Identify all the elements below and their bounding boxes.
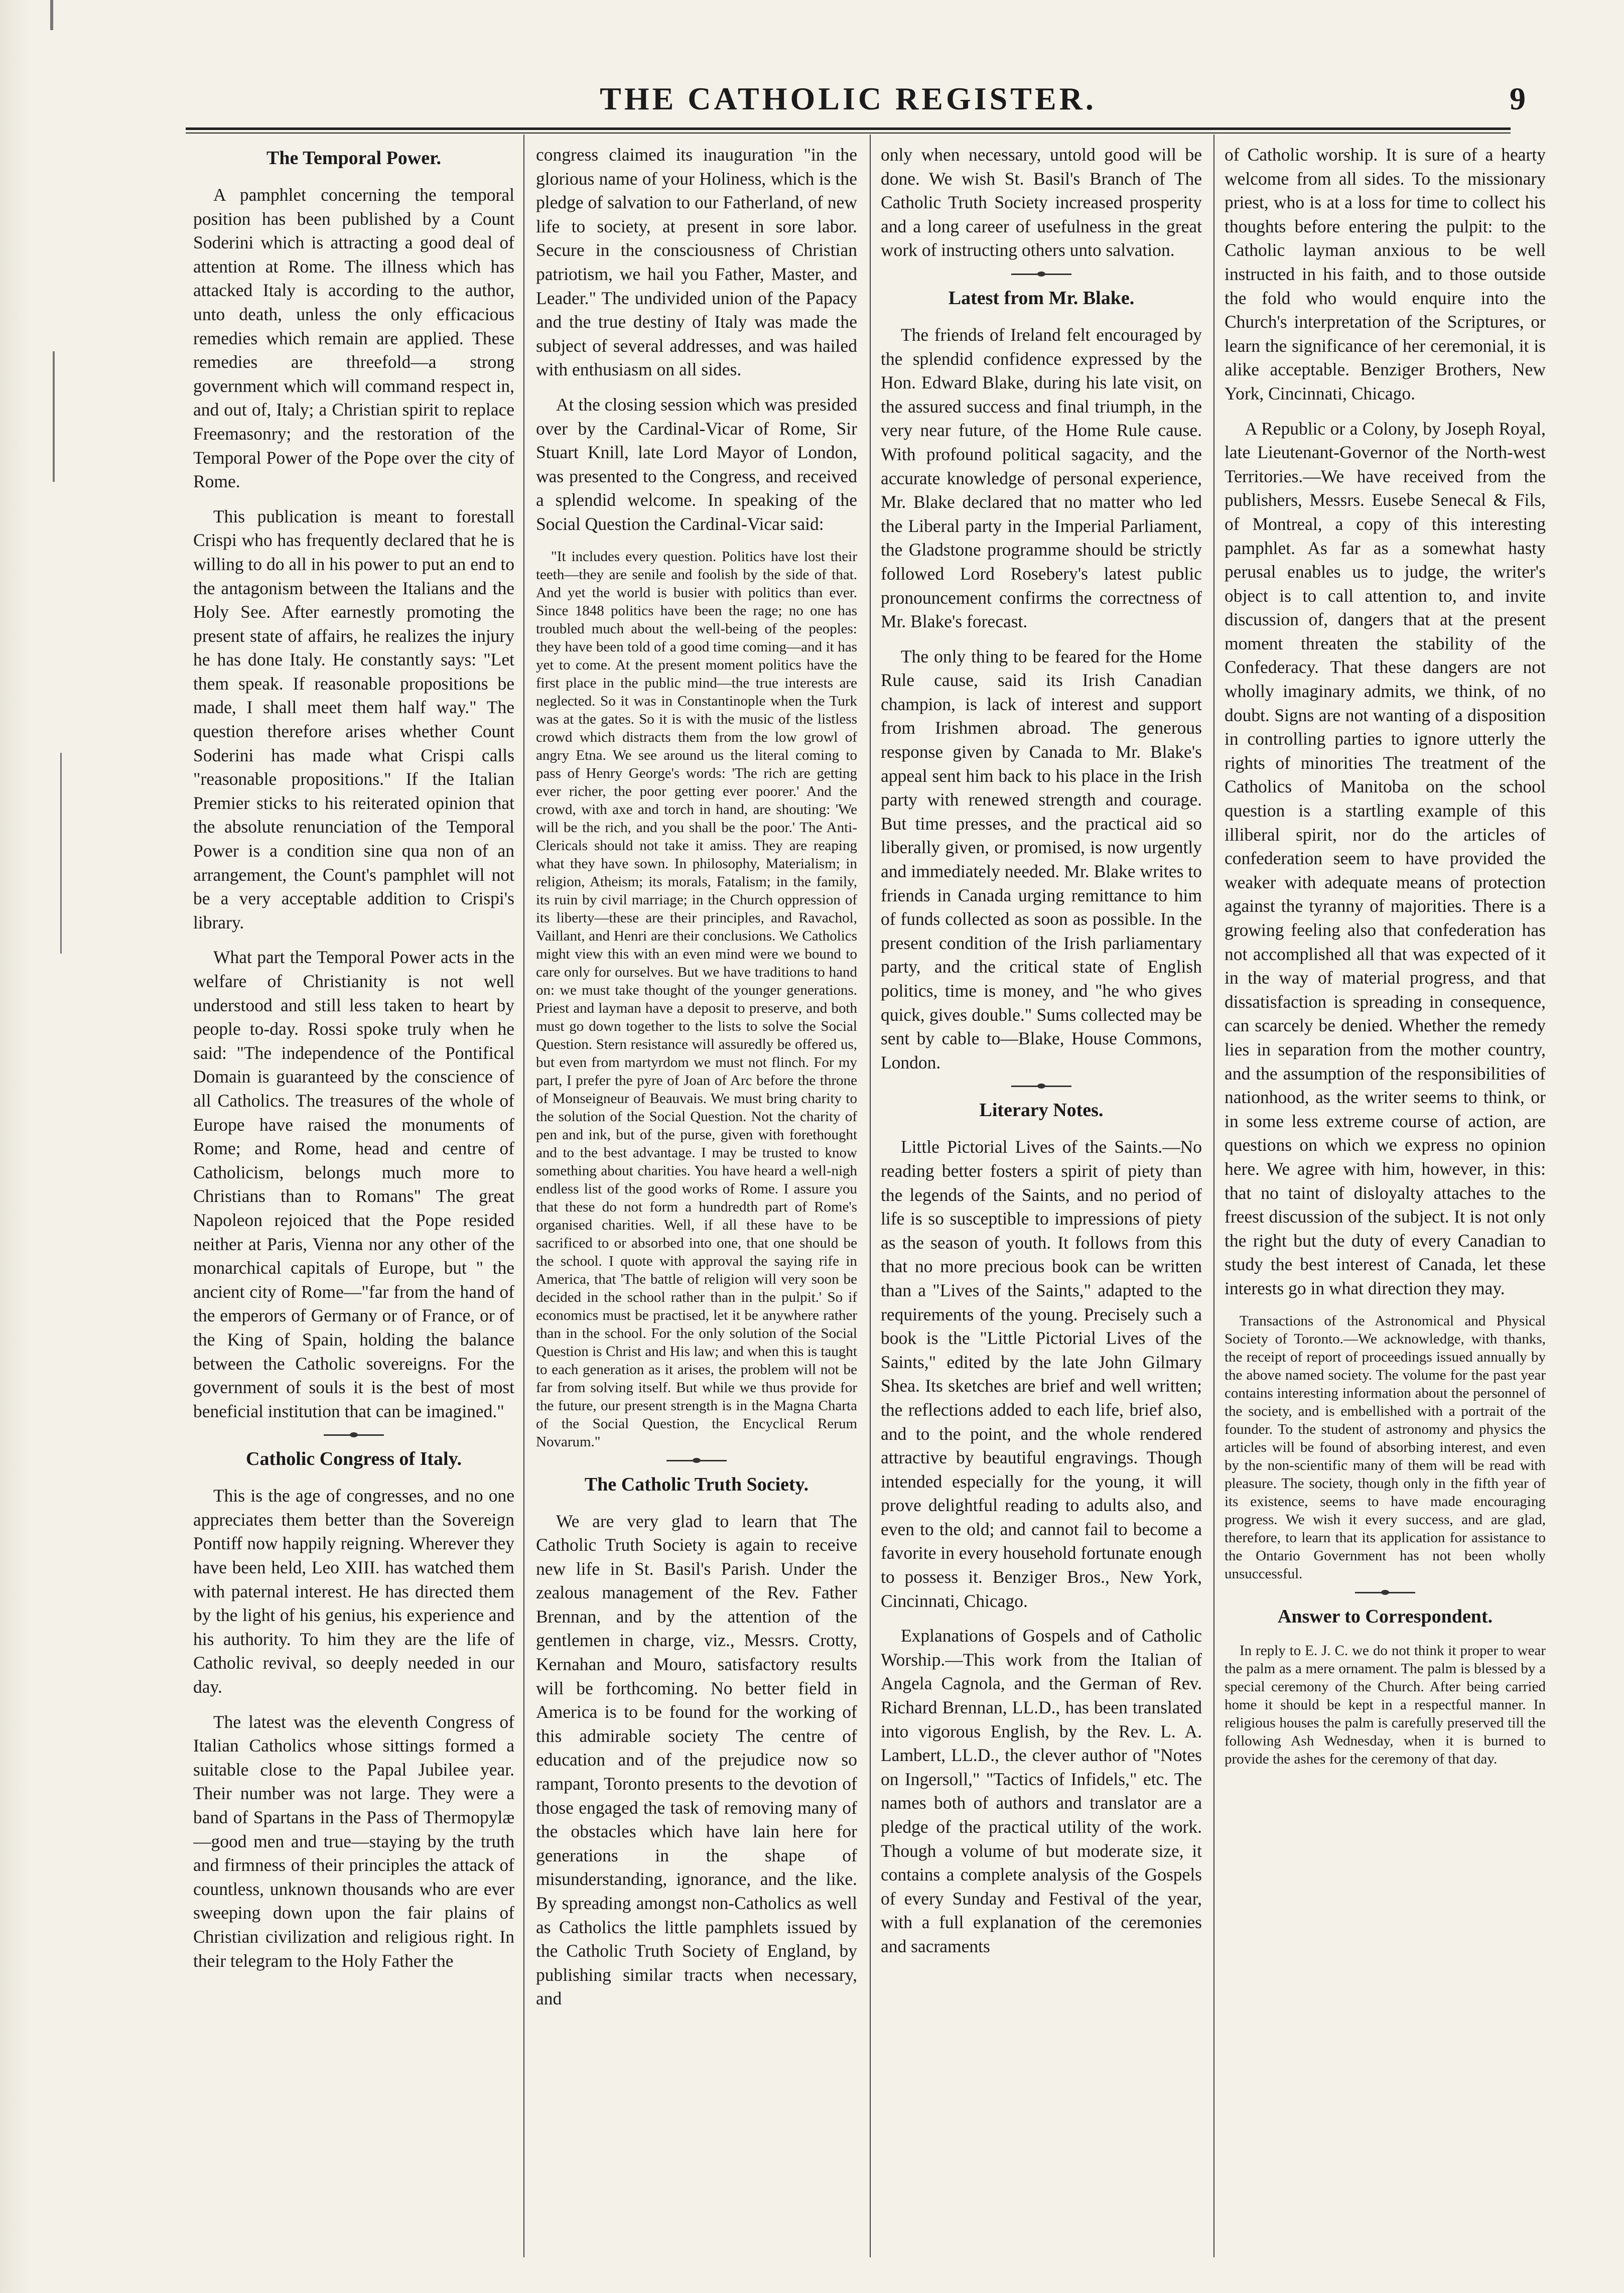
article-paragraph: This publication is meant to forestall Crispi who has frequently declared that he is willing to do all in his power to put an end to the antagonism between the Italians and the Holy See. After earnestly promoting the present state of affairs, he realizes the injury he has done Italy. He constantly says: "Let them speak. If reasonable propositions be made, I shall meet them half way." The question therefore arises whether Count Soderini has made what Crispi calls "reasonable propositions." If the Italian Premier sticks to his reiterated opinion that the absolute renunciation of the Temporal Power is a condition sine qua non of an arrangement, the Count's pamphlet will not be a very acceptable addition to Crispi's library. <box>193 506 514 932</box>
article-heading: Catholic Congress of Italy. <box>246 1448 462 1470</box>
article-paragraph: A Republic or a Colony, by Joseph Royal, late Lieutenant-Governor of the North-west Territories.—We have received from the publishers, Messrs. Eusebe Senecal & Fils, of Montreal, a copy of this interesting pamphlet. As far as a somewhat hasty perusal enables us to judge, the writer's object is to call attention to, and invite discussion of, dangers that at the present moment threaten the stability of the Confederacy. That these dangers are not wholly imaginary admits, we think, of no doubt. Signs are not wanting of a disposition in controlling parties to ignore utterly the rights of minorities The treatment of the Catholics of Manitoba on the school question is a startling example of this illiberal spirit, nor do the articles of confederation seem to have provided the weaker with adequate means of protection against the tyranny of majorities. There is a growing feeling also that confederation has not accomplished all that was expected of it in the way of material progress, and that dissatisfaction is spreading in consequence, can scarcely be denied. Whether the remedy lies in separation from the mother country, and the assumption of the responsibilities of nationhood, as the writer seems to think, or in some less extreme course of action, are questions on which we express no opinion here. We agree with him, however, in this: that no taint of disloyalty attaches to the freest discussion of the subject. It is not only the right but the duty of every Canadian to study the best interest of Canada, let these interests go in what direction they may. <box>1225 418 1546 1298</box>
article-paragraph: This is the age of congresses, and no one appreciates them better than the Sovereign Pontiff now happily reigning. Wherever they have been held, Leo XIII. has watched them with paternal interest. He has directed them by the light of his genius, his experience and his authority. To him they are the life of Catholic revival, so deeply needed in our day. <box>193 1486 514 1697</box>
column-divider <box>1213 134 1214 2257</box>
section-separator <box>324 1434 384 1436</box>
section-separator <box>1355 1592 1415 1593</box>
article-paragraph: Explanations of Gospels and of Catholic Worship.—This work from the Italian of Angela Cagnola, and the German of Rev. Richard Brennan, LL.D., has been translated into vigorous English, by the Rev. L. A. Lambert, LL.D., the clever author of "Notes on Ingersoll," "Tactics of Infidels," etc. The names both of authors and translator are a pledge of the practical utility of the work. Though a volume of but moderate size, it contains a complete analysis of the Gospels of every Sunday and Festival of the year, with a full explanation of the ceremonies and sacraments <box>881 1626 1202 1956</box>
column-4 <box>1225 143 1546 2261</box>
section-separator <box>1011 1086 1071 1087</box>
page-margin-shadow <box>0 0 30 2293</box>
article-paragraph: Transactions of the Astronomical and Physical Society of Toronto.—We acknowledge, with thanks, the receipt of report of proceedings issued annually by the above named society. The volume for the past year contains interesting information about the personnel of the society, and is embellished with a portrait of the founder. To the student of astronomy and physics the articles will be found of absorbing interest, and even by the non-scientific many of them will be read with pleasure. The society, though only in the fifth year of its existence, seems to have made encouraging progress. We wish it every success, and are glad, therefore, to learn that its application for assistance to the Ontario Government has not been wholly unsuccessful. <box>1225 1312 1546 1582</box>
article-paragraph: Little Pictorial Lives of the Saints.—No reading better fosters a spirit of piety than the legends of the Saints, and no period of life is so susceptible to impressions of piety as the season of youth. It follows from this that no more precious book can be written than a "Lives of the Saints," adapted to the requirements of the young. Precisely such a book is the "Little Pictorial Lives of the Saints," edited by the late John Gilmary Shea. Its sketches are brief and well written; the reflections added to each life, brief also, and to the point, and the whole rendered attractive by beautiful engravings. Though intended especially for the young, it will prove delightful reading to adults also, and even to the old; and cannot fail to become a favorite in every household fortunate enough to possess it. Benziger Bros., New York, Cincinnati, Chicago. <box>881 1137 1202 1611</box>
page-number: 9 <box>1510 81 1526 116</box>
article-paragraph: The friends of Ireland felt encouraged by the splendid confidence expressed by the Hon. Edward Blake, during his late visit, on the assured success and final triumph, in the very near future, of the Home Rule cause. With profound political sagacity, and the accurate knowledge of personal experience, Mr. Blake declared that no matter who led the Liberal party in the Imperial Parliament, the Gladstone programme should be strictly followed Lord Rosebery's latest public pronouncement confirms the correctness of Mr. Blake's forecast. <box>881 324 1202 632</box>
column-divider <box>870 134 871 2257</box>
article-heading: Literary Notes. <box>979 1100 1104 1121</box>
article-paragraph: In reply to E. J. C. we do not think it proper to wear the palm as a mere ornament. The palm is blessed by a special ceremony of the Church. After being carried home it should be kept in a respectful manner. In religious houses the palm is carefully preserved till the following Ash Wednesday, when it is burned to provide the ashes for the ceremony of that day. <box>1225 1642 1546 1767</box>
article-paragraph: What part the Temporal Power acts in the welfare of Christianity is not well understood and still less taken to heart by people to-day. Rossi spoke truly when he said: "The independence of the Pontifical Domain is guaranteed by the conscience of all Catholics. The treasures of the whole of Europe have raised the monuments of Rome; and Rome, head and centre of Catholicism, belongs much more to Christians than to Romans" The great Napoleon rejoiced that the Pope resided neither at Paris, Vienna nor any other of the monarchical capitals of Europe, but " the ancient city of Rome—"far from the hand of the emperors of Germany or of France, or of the King of Spain, holding the balance between the Catholic sovereigns. For the government of souls it is the best of most beneficial institution that can be imagined." <box>193 947 514 1421</box>
column-divider <box>523 134 524 2257</box>
column-2 <box>536 143 857 2261</box>
article-heading: The Catholic Truth Society. <box>584 1473 809 1495</box>
section-separator <box>666 1460 727 1461</box>
article-paragraph: congress claimed its inauguration "in the glorious name of your Holiness, which is the pledge of salvation to our Fatherland, of new life to society, at present in sore labor. Secure in the consciousness of Christian patriotism, we hail you Father, Master, and Leader." The undivided union of the Papacy and the true destiny of Italy was made the subject of several addresses, and was hailed with enthusiasm on all sides. <box>536 145 857 380</box>
header-rule-thin <box>186 132 1511 133</box>
article-paragraph: The only thing to be feared for the Home Rule cause, said its Irish Canadian champion, is lack of interest and support from Irishmen abroad. The generous response given by Canada to Mr. Blake's appeal sent him back to his place in the Irish party with renewed strength and courage. But time presses, and the practical aid so liberally given, or promised, is now urgently and immediately needed. Mr. Blake writes to friends in Canada urging remittance to him of funds collected as soon as possible. In the present condition of the Irish parliamentary party, and the critical state of English politics, time is money, and "he who gives quick, gives double." Sums collected may be sent by cable to—Blake, House Commons, London. <box>881 646 1202 1072</box>
article-paragraph: At the closing session which was presided over by the Cardinal-Vicar of Rome, Sir Stuart Knill, late Lord Mayor of London, was presented to the Congress, and received a splendid welcome. In speaking of the Social Question the Cardinal-Vicar said: <box>536 394 857 534</box>
article-paragraph: only when necessary, untold good will be done. We wish St. Basil's Branch of The Catholic Truth Society increased prosperity and a long career of usefulness in the great work of instructing others unto salvation. <box>881 145 1202 260</box>
page-edge-mark <box>50 0 53 30</box>
newspaper-title: THE CATHOLIC REGISTER. <box>600 81 1097 116</box>
article-paragraph: "It includes every question. Politics have lost their teeth—they are senile and foolish by the side of that. And yet the world is busier with politics than ever. Since 1848 politics have been the rage; no one has troubled much about the well-being of the peoples: they have been told of a good time coming—and it has yet to come. At the present moment politics have the first place in the public mind—the true interests are neglected. So it was in Constantinople when the Turk was at the gates. So it is with the music of the listless crowd which distracts them from the low growl of angry Etna. We see around us the literal coming to pass of Henry George's words: 'The rich are getting ever richer, the poor getting ever poorer.' And the crowd, with axe and torch in hand, are shouting: 'We will be the rich, and you shall be the poor.' The Anti-Clericals should not take it amiss. They are reaping what they have sown. In philosophy, Materialism; in religion, Atheism; its morals, Fatalism; in the family, its ruin by civil marriage; in the Church oppression of its liberty—these are their principles, and Ravachol, Vaillant, and Henri are their conclusions. We Catholics might view this with an even mind were we bound to care only for ourselves. But we have traditions to hand on: we must take thought of the younger generations. Priest and layman have a deposit to preserve, and both must go down together to the lists to solve the Social Question. Stern resistance will assuredly be offered us, but even from martyrdom we must not flinch. For my part, I prefer the pyre of Joan of Arc before the throne of Monseigneur of Beauvais. We must bring charity to the solution of the Social Question. Not the charity of pen and ink, but of the purse, given with forethought and to the best advantage. I may be trusted to know something about charities. You have heard a well-nigh endless list of the good works of Rome. I assure you that these do not form a hundredth part of Rome's organised charities. Well, if all these have to be sacrificed to or absorbed into one, that one should be the school. I quote with approval the saying rife in America, that 'The battle of religion will very soon be decided in the school rather than in the pulpit.' So if economics must be practised, let it be anywhere rather than in the school. For the only solution of the Social Question is Christ and His law; and when this is taught to each generation as it arises, the problem will not be far from solving itself. But while we thus provide for the future, our present strength is in the Magna Charta of the Social Question, the Encyclical Rerum Novarum." <box>536 548 857 1450</box>
article-paragraph: A pamphlet concerning the temporal position has been published by a Count Soderini which is attracting a good deal of attention at Rome. The illness which has attacked Italy is according to the author, unto death, unless the only efficacious remedies which remain are applied. These remedies are threefold—a strong government which will command respect in, and out of, Italy; a Christian spirit to replace Freemasonry; and the restoration of the Temporal Power of the Pope over the city of Rome. <box>193 185 514 492</box>
section-separator <box>1011 274 1071 275</box>
column-3 <box>881 143 1202 2261</box>
article-paragraph: We are very glad to learn that The Catholic Truth Society is again to receive new life in St. Basil's Parish. Under the zealous management of the Rev. Father Brennan, and by the attention of the gentlemen in charge, viz., Messrs. Crotty, Kernahan and Mouro, satisfactory results will be forthcoming. No better field in America is to be found for the working of this admirable society The centre of education and of the prejudice now so rampant, Toronto presents to the devotion of those engaged the task of removing many of the obstacles which have lain here for generations in the shape of misunderstanding, ignorance, and the like. By spreading amongst non-Catholics as well as Catholics the little pamphlets issued by the Catholic Truth Society of England, by publishing similar tracts when necessary, and <box>536 1511 857 2009</box>
masthead <box>171 80 1526 125</box>
article-heading: Answer to Correspondent. <box>1277 1605 1493 1627</box>
page-edge-mark <box>53 351 55 482</box>
article-heading: Latest from Mr. Blake. <box>948 287 1135 309</box>
page-edge-mark <box>60 753 62 954</box>
article-paragraph: The latest was the eleventh Congress of Italian Catholics whose sittings formed a suitable close to the Papal Jubilee year. Their number was not large. They were a band of Spartans in the Pass of Thermopylæ—good men and true—staying by the truth and firmness of their principles the attack of countless, unknown thousands who are ever sweeping down upon the fair plains of Christian civilization and religious right. In their telegram to the Holy Father the <box>193 1711 514 1971</box>
column-1 <box>193 143 514 2261</box>
article-heading: The Temporal Power. <box>266 148 441 169</box>
header-rule <box>186 127 1511 130</box>
article-paragraph: of Catholic worship. It is sure of a hearty welcome from all sides. To the missionary priest, who is at a loss for time to collect his thoughts before entering the pulpit: to the Catholic layman anxious to be well instructed in his faith, and to those outside the fold who would enquire into the Church's interpretation of the Scriptures, or learn the significance of her ceremonial, it is alike acceptable. Benziger Brothers, New York, Cincinnati, Chicago. <box>1225 145 1546 403</box>
